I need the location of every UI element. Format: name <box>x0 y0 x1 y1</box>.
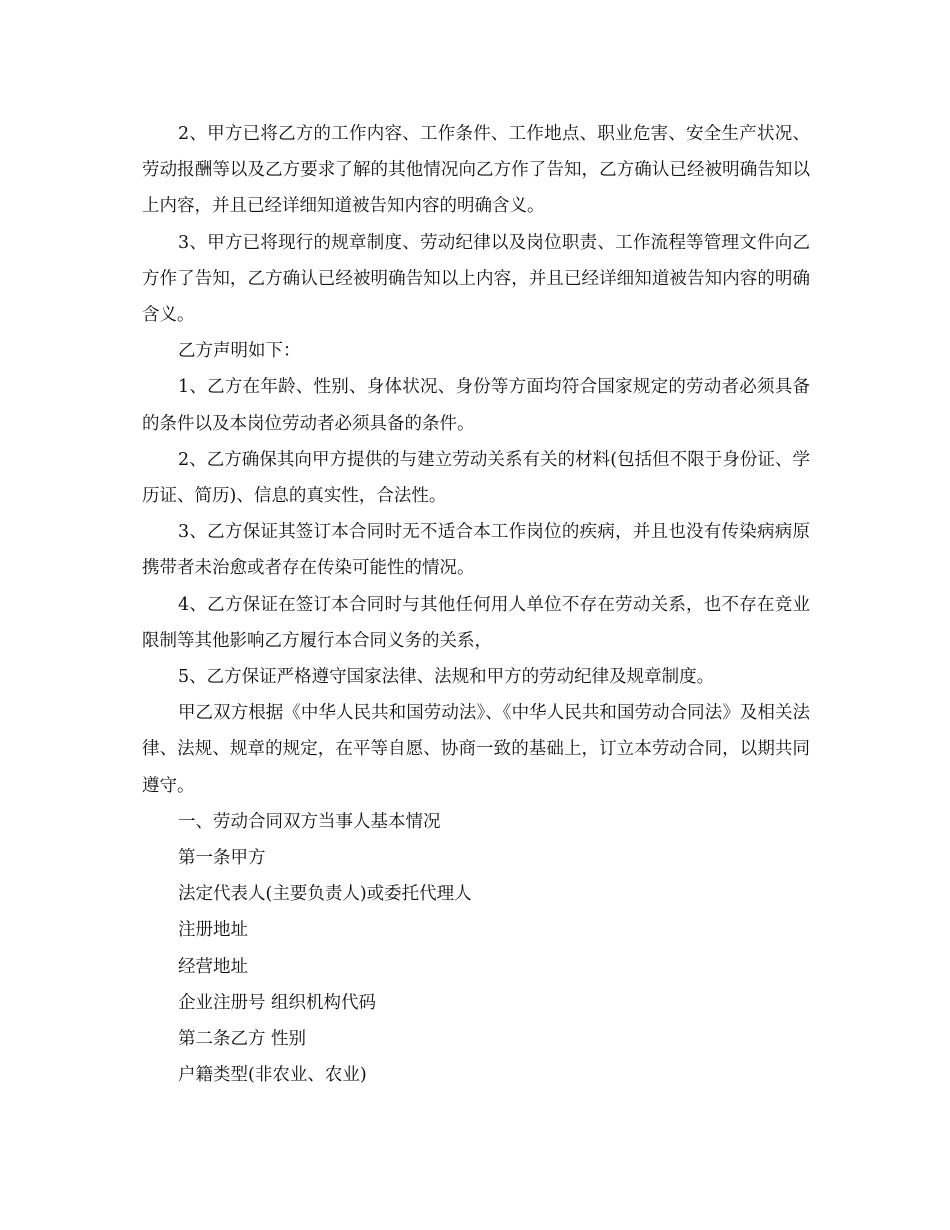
line-registered-address: 注册地址 <box>178 920 248 941</box>
paragraph-7: 4、乙方保证在签订本合同时与其他任何用人单位不存在劳动关系，也不存在竞业限制等其他影响乙方履行本合同义务的关系， <box>142 594 810 651</box>
paragraph-5: 2、乙方确保其向甲方提供的与建立劳动关系有关的材料(包括但不限于身份证、学历证、简历)、信息的真实性，合法性。 <box>142 449 810 507</box>
paragraph-1: 2、甲方已将乙方的工作内容、工作条件、工作地点、职业危害、安全生产状况、劳动报酬等以及乙方要求了解的其他情况向乙方作了告知，乙方确认已经被明确告知以上内容，并且已经详细知道被告知内容的明确含义。 <box>142 124 810 217</box>
paragraph-4: 1、乙方在年龄、性别、身体状况、身份等方面均符合国家规定的劳动者必须具备的条件以及本岗位劳动者必须具备的条件。 <box>142 377 810 434</box>
line-household-type: 户籍类型(非农业、农业) <box>178 1065 367 1086</box>
document-body <box>142 116 810 1093</box>
paragraph-3: 乙方声明如下： <box>178 341 301 362</box>
paragraph-8: 5、乙方保证严格遵守国家法律、法规和甲方的劳动纪律及规章制度。 <box>178 667 715 688</box>
paragraph-9: 甲乙双方根据《中华人民共和国劳动法》、《中华人民共和国劳动合同法》及相关法律、法规、规章的规定，在平等自愿、协商一致的基础上，订立本劳动合同，以期共同遵守。 <box>142 703 810 796</box>
line-business-address: 经营地址 <box>178 956 248 977</box>
line-legal-representative: 法定代表人(主要负责人)或委托代理人 <box>178 884 472 905</box>
paragraph-6: 3、乙方保证其签订本合同时无不适合本工作岗位的疾病，并且也没有传染病病原携带者未治愈或者存在传染可能性的情况。 <box>142 522 810 579</box>
paragraph-2: 3、甲方已将现行的规章制度、劳动纪律以及岗位职责、工作流程等管理文件向乙方作了告知，乙方确认已经被明确告知以上内容，并且已经详细知道被告知内容的明确含义。 <box>142 232 810 326</box>
section-heading: 一、劳动合同双方当事人基本情况 <box>178 811 441 832</box>
line-registration-number: 企业注册号 组织机构代码 <box>178 992 377 1013</box>
line-party-a: 第一条甲方 <box>178 848 266 869</box>
line-party-b: 第二条乙方 性别 <box>178 1029 307 1050</box>
